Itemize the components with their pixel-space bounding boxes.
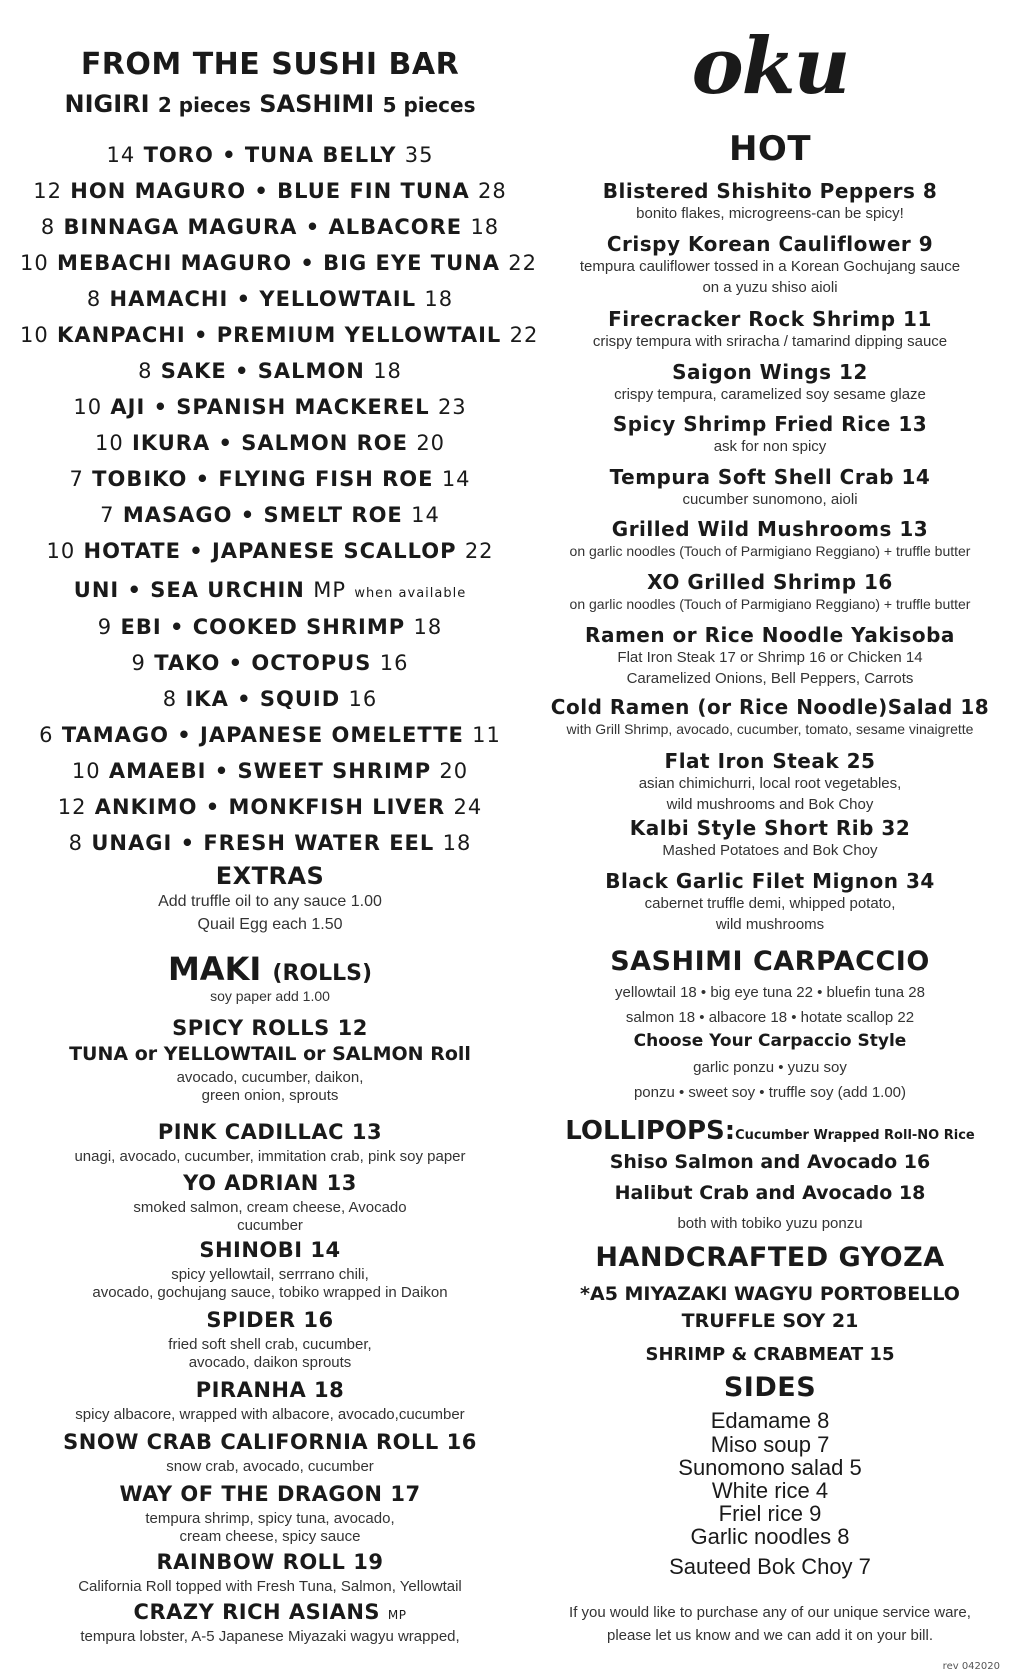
roll-description: spicy yellowtail, serrrano chili,	[171, 1266, 369, 1283]
hot-item-description: on garlic noodles (Touch of Parmigiano Reggiano) + truffle butter	[569, 543, 971, 559]
side-item: Friel rice 9	[718, 1501, 822, 1526]
hot-item-row	[520, 234, 1020, 254]
nigiri-item	[20, 653, 520, 674]
footer-line: If you would like to purchase any of our unique service ware,	[569, 1604, 971, 1621]
roll-description: cucumber	[237, 1217, 303, 1234]
roll-description: fried soft shell crab, cucumber,	[168, 1336, 372, 1353]
roll-description: tempura shrimp, spicy tuna, avocado,	[145, 1510, 395, 1527]
nigiri-name: TAMAGO • JAPANESE OMELETTE	[61, 723, 464, 747]
hot-item-row	[520, 697, 1020, 717]
roll-price: 17	[390, 1482, 421, 1506]
roll-name-row	[20, 1173, 520, 1194]
roll-name-row	[20, 1122, 520, 1143]
roll-description: green onion, sprouts	[201, 1087, 339, 1104]
hot-item-name: Tempura Soft Shell Crab	[609, 465, 895, 489]
sashimi-price: 18	[470, 215, 500, 239]
sashimi-price: 18	[424, 287, 454, 311]
nigiri-item	[20, 689, 520, 710]
extras-line: Add truffle oil to any sauce 1.00	[158, 893, 382, 910]
nigiri-price: 7	[69, 467, 84, 491]
roll-name-row	[20, 1602, 520, 1623]
sashimi-price: 14	[411, 503, 440, 527]
roll-price: 12	[337, 1016, 368, 1040]
roll-name: RAINBOW ROLL	[156, 1550, 346, 1574]
nigiri-price: 8	[162, 687, 178, 711]
nigiri-item	[20, 725, 520, 746]
revision-code: rev 042020	[942, 1661, 1000, 1672]
nigiri-price: 8	[40, 215, 56, 239]
hot-item-row	[520, 871, 1020, 891]
nigiri-name: AJI • SPANISH MACKEREL	[110, 395, 430, 419]
sashimi-price: 22	[508, 251, 537, 275]
sashimi-price: 18	[442, 831, 472, 855]
nigiri-item	[20, 361, 520, 382]
nigiri-price: 10	[71, 759, 101, 783]
nigiri-item	[20, 217, 520, 238]
roll-description: cream cheese, spicy sauce	[179, 1528, 361, 1545]
nigiri-item	[20, 397, 520, 418]
nigiri-note: when available	[354, 586, 467, 601]
hot-item-description: bonito flakes, microgreens-can be spicy!	[636, 205, 904, 222]
roll-name: PIRANHA	[195, 1378, 307, 1402]
roll-description: avocado, daikon sprouts	[188, 1354, 352, 1371]
lollipop-item: Shiso Salmon and Avocado 16	[609, 1151, 931, 1173]
hot-item-price: 34	[905, 869, 935, 893]
side-item: Miso soup 7	[710, 1432, 830, 1457]
extras-title: EXTRAS	[215, 862, 325, 890]
lollipop-item: Halibut Crab and Avocado 18	[614, 1182, 926, 1204]
roll-description: unagi, avocado, cucumber, immitation crab, pink soy paper	[74, 1148, 466, 1165]
nigiri-name: IKURA • SALMON ROE	[132, 431, 408, 455]
nigiri-name: HON MAGURO • BLUE FIN TUNA	[70, 179, 470, 203]
hot-item-description: on garlic noodles (Touch of Parmigiano Reggiano) + truffle butter	[569, 596, 971, 612]
hot-item-name: Ramen or Rice Noodle Yakisoba	[585, 623, 955, 647]
hot-item-price: 13	[899, 517, 929, 541]
hot-item-price: 8	[922, 179, 938, 203]
nigiri-item	[20, 323, 539, 347]
roll-description: spicy albacore, wrapped with albacore, avocado,cucumber	[75, 1406, 465, 1423]
maki-header	[20, 950, 520, 988]
nigiri-price: 9	[97, 615, 113, 639]
roll-name: SNOW CRAB CALIFORNIA ROLL	[63, 1430, 439, 1454]
roll-description: TUNA or YELLOWTAIL or SALMON Roll	[69, 1043, 471, 1065]
hot-item-description: cabernet truffle demi, whipped potato,	[644, 895, 896, 912]
lollipops-title: LOLLIPOPS:	[565, 1116, 736, 1146]
nigiri-name: BINNAGA MAGURA • ALBACORE	[63, 215, 463, 239]
hot-item-price: 32	[881, 816, 911, 840]
nigiri-pieces: 2 pieces	[157, 93, 251, 117]
hot-item-name: XO Grilled Shrimp	[647, 570, 857, 594]
nigiri-sashimi-header	[20, 92, 520, 116]
hot-item-description: on a yuzu shiso aioli	[702, 279, 838, 296]
hot-item-price: 13	[898, 412, 928, 436]
hot-item-price: 9	[918, 232, 934, 256]
hot-item-row	[520, 362, 1020, 382]
carpaccio-line: yellowtail 18 • big eye tuna 22 • bluefin tuna 28	[615, 984, 925, 1001]
nigiri-price: 8	[86, 287, 102, 311]
nigiri-name: HOTATE • JAPANESE SCALLOP	[83, 539, 457, 563]
side-item: White rice 4	[711, 1478, 829, 1503]
hot-title: HOT	[728, 129, 812, 169]
hot-item-price: 18	[960, 695, 990, 719]
roll-name: WAY OF THE DRAGON	[119, 1482, 383, 1506]
hot-item-row	[520, 181, 1020, 201]
hot-item-description: ask for non spicy	[713, 438, 827, 455]
oku-logo: oku	[691, 21, 849, 112]
sashimi-price: 20	[439, 759, 469, 783]
sashimi-price: 18	[373, 359, 402, 383]
nigiri-name: KANPACHI • PREMIUM YELLOWTAIL	[57, 323, 502, 347]
lollipops-subtitle: Cucumber Wrapped Roll-NO Rice	[735, 1128, 975, 1143]
nigiri-price: 6	[39, 723, 54, 747]
hot-item-row	[520, 751, 1020, 771]
nigiri-item	[20, 469, 520, 490]
footer-line: please let us know and we can add it on your bill.	[606, 1627, 934, 1644]
gyoza-item: TRUFFLE SOY 21	[681, 1310, 859, 1332]
nigiri-price: 10	[46, 539, 76, 563]
roll-price: 14	[310, 1238, 341, 1262]
hot-item-description: tempura cauliflower tossed in a Korean Gochujang sauce	[579, 258, 961, 275]
nigiri-name: ANKIMO • MONKFISH LIVER	[94, 795, 446, 819]
hot-item-name: Firecracker Rock Shrimp	[608, 307, 896, 331]
nigiri-name: EBI • COOKED SHRIMP	[120, 615, 406, 639]
nigiri-price: 8	[68, 831, 84, 855]
roll-price: 16	[446, 1430, 477, 1454]
hot-item-row	[520, 519, 1020, 539]
hot-item-name: Crispy Korean Cauliflower	[606, 232, 912, 256]
hot-item-description: Flat Iron Steak 17 or Shrimp 16 or Chicken 14	[617, 649, 923, 666]
nigiri-item	[20, 797, 520, 818]
gyoza-item: *A5 MIYAZAKI WAGYU PORTOBELLO	[580, 1283, 960, 1305]
roll-name: SHINOBI	[199, 1238, 303, 1262]
hot-item-description: asian chimichurri, local root vegetables,	[638, 775, 902, 792]
roll-name: SPICY ROLLS	[172, 1016, 330, 1040]
nigiri-price: 10	[73, 395, 103, 419]
nigiri-price: 10	[20, 251, 49, 275]
roll-name-row	[20, 1380, 520, 1401]
hot-item-description: crispy tempura, caramelized soy sesame glaze	[614, 386, 926, 403]
hot-item-name: Black Garlic Filet Mignon	[605, 869, 899, 893]
roll-price: 16	[303, 1308, 334, 1332]
hot-item-row	[520, 625, 1020, 645]
nigiri-name: MEBACHI MAGURO • BIG EYE TUNA	[57, 251, 500, 275]
roll-price: 19	[353, 1550, 384, 1574]
maki-title: MAKI	[167, 950, 262, 988]
side-item: Edamame 8	[710, 1408, 830, 1433]
hot-item-description: Mashed Potatoes and Bok Choy	[662, 842, 878, 859]
nigiri-name: UNAGI • FRESH WATER EEL	[91, 831, 435, 855]
nigiri-price: 7	[100, 503, 115, 527]
nigiri-price: 12	[57, 795, 87, 819]
nigiri-item	[20, 433, 520, 454]
nigiri-item	[20, 761, 520, 782]
hot-item-price: 14	[901, 465, 931, 489]
nigiri-label: NIGIRI	[64, 90, 150, 118]
hot-item-row	[520, 414, 1020, 434]
hot-item-price: 11	[903, 307, 932, 331]
lollipops-header	[514, 1118, 1026, 1144]
nigiri-name: SAKE • SALMON	[160, 359, 365, 383]
hot-item-description: Caramelized Onions, Bell Peppers, Carrots	[626, 670, 914, 687]
maki-note: soy paper add 1.00	[210, 988, 330, 1004]
hot-item-row	[520, 818, 1020, 838]
side-item: Sunomono salad 5	[678, 1455, 862, 1480]
sashimi-price: 22	[464, 539, 494, 563]
roll-name-row	[20, 1484, 520, 1505]
nigiri-name: TORO • TUNA BELLY	[143, 143, 397, 167]
roll-name: YO ADRIAN	[183, 1171, 319, 1195]
roll-description: snow crab, avocado, cucumber	[166, 1458, 374, 1475]
hot-item-name: Grilled Wild Mushrooms	[611, 517, 892, 541]
nigiri-name: TOBIKO • FLYING FISH ROE	[92, 467, 434, 491]
sashimi-price: 35	[404, 143, 434, 167]
sashimi-price: 16	[348, 687, 378, 711]
nigiri-name: TAKO • OCTOPUS	[154, 651, 372, 675]
nigiri-item	[20, 833, 520, 854]
gyoza-title: HANDCRAFTED GYOZA	[595, 1242, 945, 1273]
hot-item-name: Saigon Wings	[672, 360, 832, 384]
nigiri-item	[20, 505, 520, 526]
roll-description: avocado, cucumber, daikon,	[176, 1069, 364, 1086]
sashimi-price: 24	[453, 795, 483, 819]
roll-description: tempura lobster, A-5 Japanese Miyazaki wagyu wrapped,	[80, 1628, 460, 1645]
sashimi-price: 23	[437, 395, 467, 419]
hot-item-row	[520, 467, 1020, 487]
hot-item-name: Kalbi Style Short Rib	[629, 816, 874, 840]
hot-item-price: 12	[839, 360, 868, 384]
nigiri-name: AMAEBI • SWEET SHRIMP	[108, 759, 432, 783]
hot-item-name: Cold Ramen (or Rice Noodle)Salad	[550, 695, 953, 719]
nigiri-price: 12	[33, 179, 62, 203]
hot-item-row	[520, 309, 1020, 329]
roll-name: PINK CADILLAC	[157, 1120, 345, 1144]
hot-item-description: wild mushrooms	[715, 916, 825, 933]
side-item: Sauteed Bok Choy 7	[669, 1554, 871, 1579]
carpaccio-style-line: garlic ponzu • yuzu soy	[693, 1059, 847, 1076]
nigiri-name: HAMACHI • YELLOWTAIL	[109, 287, 417, 311]
maki-subtitle: (ROLLS)	[272, 961, 373, 986]
nigiri-item	[20, 289, 520, 310]
roll-price: 13	[351, 1120, 383, 1144]
roll-name-row	[20, 1310, 520, 1331]
hot-item-description: wild mushrooms and Bok Choy	[666, 796, 874, 813]
gyoza-item: SHRIMP & CRABMEAT 15	[645, 1344, 895, 1365]
side-item: Garlic noodles 8	[690, 1524, 850, 1549]
carpaccio-line: salmon 18 • albacore 18 • hotate scallop 22	[625, 1009, 915, 1026]
sashimi-price: 28	[478, 179, 507, 203]
sides-title: SIDES	[723, 1372, 817, 1403]
carpaccio-title: SASHIMI CARPACCIO	[610, 946, 930, 977]
nigiri-item	[20, 145, 520, 166]
roll-name-row	[20, 1432, 520, 1453]
lollipops-note: both with tobiko yuzu ponzu	[677, 1215, 863, 1232]
sashimi-price: 11	[472, 723, 501, 747]
nigiri-item	[20, 617, 520, 638]
roll-name: CRAZY RICH ASIANS	[133, 1600, 381, 1624]
nigiri-item	[20, 251, 537, 275]
roll-name-row	[20, 1240, 520, 1261]
hot-item-description: with Grill Shrimp, avocado, cucumber, tomato, sesame vinaigrette	[566, 721, 974, 737]
sashimi-pieces: 5 pieces	[382, 93, 476, 117]
extras-line: Quail Egg each 1.50	[197, 916, 343, 933]
nigiri-item	[20, 541, 520, 562]
nigiri-name: IKA • SQUID	[185, 687, 341, 711]
nigiri-name: MASAGO • SMELT ROE	[122, 503, 403, 527]
roll-description: avocado, gochujang sauce, tobiko wrapped in Daikon	[92, 1284, 448, 1301]
roll-description: smoked salmon, cream cheese, Avocado	[133, 1199, 407, 1216]
hot-item-name: Flat Iron Steak	[664, 749, 840, 773]
nigiri-price: 14	[106, 143, 136, 167]
nigiri-item	[20, 580, 520, 601]
hot-item-description: crispy tempura with sriracha / tamarind dipping sauce	[592, 333, 948, 350]
nigiri-price: 10	[20, 323, 49, 347]
nigiri-item	[20, 181, 520, 202]
sashimi-price: 18	[413, 615, 443, 639]
sashimi-price: MP	[313, 578, 346, 602]
nigiri-price: 8	[138, 359, 153, 383]
roll-name: SPIDER	[206, 1308, 296, 1332]
roll-description: California Roll topped with Fresh Tuna, Salmon, Yellowtail	[78, 1578, 462, 1595]
hot-item-name: Blistered Shishito Peppers	[602, 179, 916, 203]
hot-item-description: cucumber sunomono, aioli	[682, 491, 858, 508]
roll-price: 18	[314, 1378, 345, 1402]
hot-item-name: Spicy Shrimp Fried Rice	[612, 412, 891, 436]
nigiri-price: 10	[94, 431, 124, 455]
roll-name-row	[20, 1018, 520, 1039]
sushi-bar-title: FROM THE SUSHI BAR	[80, 47, 460, 82]
sashimi-price: 22	[509, 323, 539, 347]
nigiri-name: UNI • SEA URCHIN	[73, 578, 305, 602]
roll-price: MP	[387, 1608, 407, 1622]
roll-name-row	[20, 1552, 520, 1573]
roll-price: 13	[326, 1171, 357, 1195]
hot-item-price: 25	[846, 749, 876, 773]
nigiri-price: 9	[131, 651, 146, 675]
carpaccio-style-title: Choose Your Carpaccio Style	[633, 1031, 907, 1051]
carpaccio-style-line: ponzu • sweet soy • truffle soy (add 1.00)	[633, 1084, 907, 1101]
sashimi-price: 14	[441, 467, 471, 491]
sashimi-price: 20	[416, 431, 446, 455]
sashimi-label: SASHIMI	[259, 90, 375, 118]
hot-item-row	[520, 572, 1020, 592]
hot-item-price: 16	[864, 570, 893, 594]
sashimi-price: 16	[379, 651, 409, 675]
